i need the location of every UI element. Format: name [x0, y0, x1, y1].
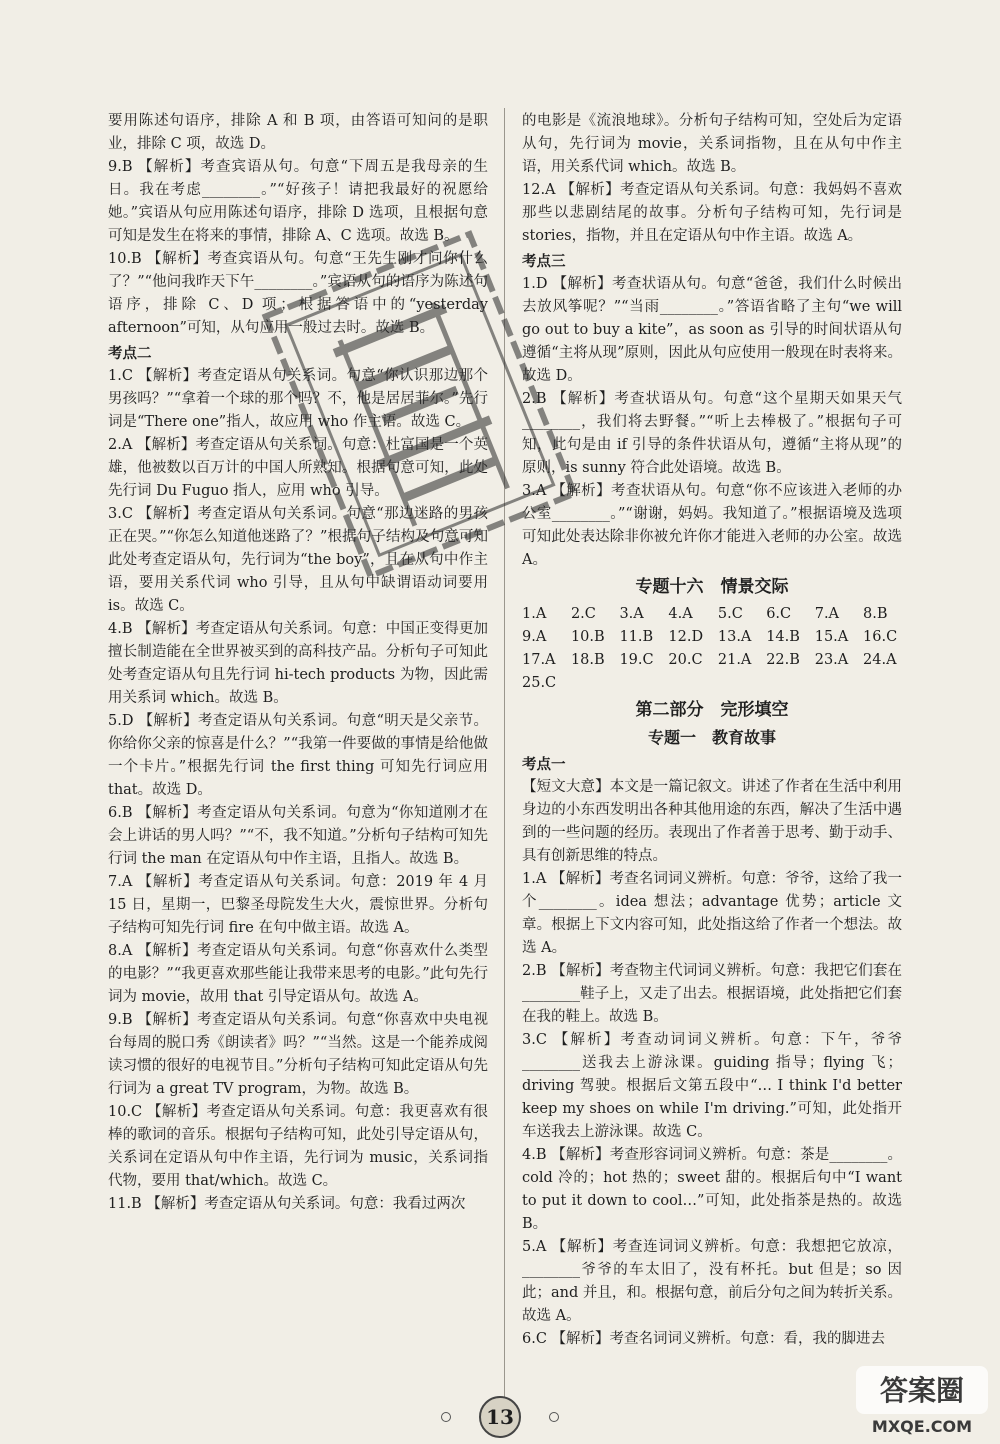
paragraph: 11.B 【解析】考查定语从句关系词。句意：我看过两次: [108, 1196, 466, 1212]
answer-item: 23.A: [814, 652, 849, 668]
paragraph: 3.C 【解析】考查动词词义辨析。句意：下午，爷爷________送我去上游泳课。guiding 指导；flying 飞；driving 驾驶。根据后文第五段中“… I think I'd better keep my shoes on while I'm driving.”可知，此处指开车送我去上游泳课。故选 C。: [522, 1032, 902, 1140]
answer-item: 24.A: [863, 652, 897, 668]
section-heading: 考点三: [522, 253, 566, 270]
answer-item: 8.B: [863, 606, 888, 622]
answer-item: 10.B: [570, 629, 605, 645]
answer-grid: [522, 603, 902, 695]
right-column: [522, 110, 902, 1351]
answer-item: 20.C: [668, 652, 703, 668]
paragraph: 要用陈述句语序，排除 A 和 B 项，由答语可知问的是职业，排除 C 项，故选 D。: [108, 113, 488, 152]
footer-dot-icon: [441, 1412, 451, 1422]
paragraph: 2.B 【解析】考查状语从句。句意“这个星期天如果天气________，我们将去野餐。”“听上去棒极了。”根据句子可知，此句是由 if 引导的条件状语从句，遵循“主将从现”的原则，is sunny 符合此处语境。故选 B。: [522, 391, 902, 476]
answer-item: 2.C: [570, 606, 596, 622]
answer-item: 19.C: [619, 652, 654, 668]
answer-item: 11.B: [619, 629, 654, 645]
paragraph: 4.B 【解析】考查形容词词义辨析。句意：茶是________。cold 冷的；hot 热的；sweet 甜的。根据后句中“I want to put it down to cool…”可知，此处指茶是热的。故选 B。: [522, 1147, 902, 1232]
answer-item: 16.C: [863, 629, 898, 645]
answer-item: 21.A: [717, 652, 752, 668]
paragraph: 8.A 【解析】考查定语从句关系词。句意“你喜欢什么类型的电影？”“我更喜欢那些能让我带来思考的电影。”此句先行词为 movie，故用 that 引导定语从句。故选 A。: [108, 943, 488, 1005]
page-footer: [0, 1396, 1000, 1438]
answer-item: 6.C: [766, 606, 792, 622]
paragraph: 3.C 【解析】考查定语从句关系词。句意“那边迷路的男孩正在哭。”“你怎么知道他迷路了？”根据句子结构及句意可知此处考查定语从句，先行词为“the boy”，且在从句中作主语，要用关系代词 who 引导，且从句中缺谓语动词要用 is。故选 C。: [108, 506, 488, 614]
paragraph: 6.C 【解析】考查名词词义辨析。句意：看，我的脚进去: [522, 1331, 886, 1347]
answer-item: 22.B: [766, 652, 800, 668]
paragraph: 6.B 【解析】考查定语从句关系词。句意为“你知道刚才在会上讲话的男人吗？”“不，我不知道。”分析句子结构可知先行词 the man 在定语从句中作主语，且指人。故选 B。: [108, 805, 488, 867]
answer-item: 7.A: [814, 606, 840, 622]
answer-item: 12.D: [668, 629, 704, 645]
answer-item: 1.A: [522, 606, 547, 622]
paragraph: 【短文大意】本文是一篇记叙文。讲述了作者在生活中利用身边的小东西发明出各种其他用途的东西，解决了生活中遇到的一些问题的经历。表现出了作者善于思考、勤于动手、具有创新思维的特点。: [522, 779, 902, 864]
paragraph: 2.B 【解析】考查物主代词词义辨析。句意：我把它们套在________鞋子上，又走了出去。根据语境，此处指把它们套在我的鞋上。故选 B。: [522, 963, 902, 1025]
watermark-logo: [852, 1360, 992, 1438]
paragraph: 10.C 【解析】考查定语从句关系词。句意：我更喜欢有很棒的歌词的音乐。根据句子结构可知，此处引导定语从句，关系词在定语从句中作主语，先行词为 music，关系词指代物，要用 that/which。故选 C。: [108, 1104, 488, 1189]
answer-item: 14.B: [766, 629, 800, 645]
answer-item: 17.A: [522, 652, 556, 668]
svg-text:答案圈: 答案圈: [879, 1374, 965, 1407]
paragraph: 12.A 【解析】考查定语从句关系词。句意：我妈妈不喜欢那些以悲剧结尾的故事。分析句子结构可知，先行词是 stories，指物，并且在定语从句中作主语。故选 A。: [522, 182, 902, 244]
paragraph: 5.D 【解析】考查定语从句关系词。句意“明天是父亲节。你给你父亲的惊喜是什么？”“我第一件要做的事情是给他做一个卡片。”根据先行词 the first thing 可知先行词应用 that。故选 D。: [108, 713, 488, 798]
footer-dot-icon: [549, 1412, 559, 1422]
answer-item: 25.C: [522, 675, 557, 691]
answer-item: 15.A: [814, 629, 849, 645]
page-number: 13: [479, 1396, 521, 1438]
topic-subtitle: 专题一 教育故事: [647, 728, 776, 747]
answer-item: 9.A: [522, 629, 547, 645]
paragraph: 10.B 【解析】考查宾语从句。句意“王先生刚才问你什么了？”“他问我昨天下午________。”宾语从句的语序为陈述句语序，排除 C、D 项；根据答语中的“yesterday afternoon”可知，从句应用一般过去时。故选 B。: [108, 251, 488, 336]
section-heading: 考点二: [108, 345, 152, 362]
paragraph: 4.B 【解析】考查定语从句关系词。句意：中国正变得更加擅长制造能在全世界被买到的高科技产品。分析句子可知此处考查定语从句且先行词 hi-tech products 为物，因此需用关系词 which。故选 B。: [108, 621, 488, 706]
answer-item: 5.C: [717, 606, 743, 622]
section-heading: 考点一: [522, 756, 566, 773]
paragraph: 1.C 【解析】考查定语从句关系词。句意“你认识那边那个男孩吗？”“拿着一个球的那个吗？不，他是居居菲尔。”先行词是“There one”指人，故应用 who 作主语。故选 C。: [108, 368, 488, 430]
answer-item: 4.A: [668, 606, 693, 622]
topic-title: 专题十六 情景交际: [635, 577, 789, 597]
paragraph: 9.B 【解析】考查宾语从句。句意“下周五是我母亲的生日。我在考虑________。”“好孩子！请把我最好的祝愿给她。”宾语从句应用陈述句语序，排除 D 选项，且根据句意可知是发生在将来的事情，排除 A、C 选项。故选 B。: [108, 159, 488, 244]
paragraph: 2.A 【解析】考查定语从句关系词。句意：杜富国是一个英雄，他被数以百万计的中国人所熟知。根据句意可知，此处先行词 Du Fuguo 指人，应用 who 引导。: [108, 437, 488, 499]
svg-text:MXQE.COM: MXQE.COM: [871, 1417, 973, 1436]
paragraph: 的电影是《流浪地球》。分析句子结构可知，空处后为定语从句，先行词为 movie，关系词指物，且在从句中作主语，用关系代词 which。故选 B。: [522, 113, 902, 175]
paragraph: 9.B 【解析】考查定语从句关系词。句意“你喜欢中央电视台每周的脱口秀《朗读者》吗？”“当然。这是一个能养成阅读习惯的很好的电视节目。”分析句子结构可知此定语从句先行词为 a great TV program，为物。故选 B。: [108, 1012, 488, 1097]
paragraph: 1.A 【解析】考查名词词义辨析。句意：爷爷，这给了我一个________。idea 想法；advantage 优势；article 文章。根据上下文内容可知，此处指这给了作者一个想法。故选 A。: [522, 871, 902, 956]
answer-item: 18.B: [570, 652, 605, 668]
answer-item: 13.A: [717, 629, 752, 645]
paragraph: 3.A 【解析】考查状语从句。句意“你不应该进入老师的办公室________。”“谢谢，妈妈。我知道了。”根据语境及选项可知此处表达除非你被允许你才能进入老师的办公室。故选 A。: [522, 483, 902, 568]
paragraph: 5.A 【解析】考查连词词义辨析。句意：我想把它放凉，________爷爷的车太旧了，没有杯托。but 但是；so 因此；and 并且，和。根据句意，前后分句之间为转折关系。故选 A。: [522, 1239, 902, 1324]
answer-item: 3.A: [619, 606, 644, 622]
paragraph: 1.D 【解析】考查状语从句。句意“爸爸，我们什么时候出去放风筝呢？”“当雨________。”答语省略了主句“we will go out to buy a kite”，as soon as 引导的时间状语从句遵循“主将从现”原则，因此从句应使用一般现在时表将来。故选 D。: [522, 276, 902, 384]
topic-title: 第二部分 完形填空: [635, 700, 789, 720]
paragraph: 7.A 【解析】考查定语从句关系词。句意：2019 年 4 月 15 日，星期一，巴黎圣母院发生大火，震惊世界。分析句子结构可知先行词 fire 在句中做主语。故选 A。: [108, 874, 488, 936]
